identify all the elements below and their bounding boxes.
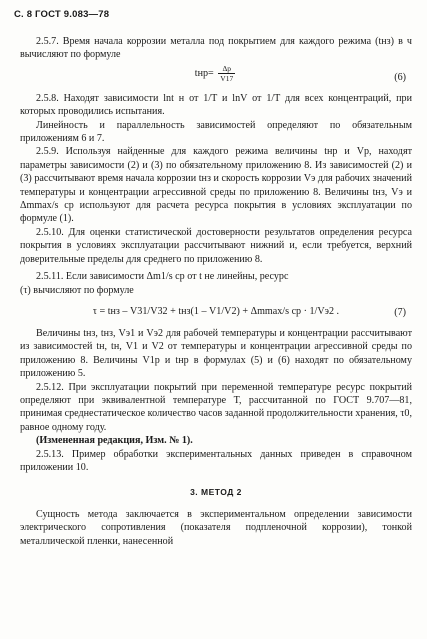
paragraph-2-5-11: 2.5.11. Если зависимости Δm1/s ср от t не линейны, ресурс: [36, 271, 289, 283]
eq6-lhs: tнр=: [194, 67, 214, 79]
paragraph-2-5-8a: 2.5.8. Находят зависимости lnt н от 1/T и lnV от 1/T для всех концентраций, при которых проводились испытания.: [20, 92, 412, 118]
paragraph-2-5-7: 2.5.7. Время начала коррозии металла под покрытием для каждого режима (tнз) в ч вычисляют по формуле: [20, 36, 412, 61]
eq6-numerator: Δр: [218, 64, 235, 74]
eq6-denominator: V17: [220, 73, 234, 83]
eq7-number: (7): [394, 306, 406, 318]
paragraph-2-5-10: 2.5.10. Для оценки статистической достоверности результатов определения ресурса покрытия в условиях эксплуатации рассчитывают нижний и, если требуется, верхний доверительные пределы для среднего по приложению 8.: [20, 226, 412, 265]
equation-6: [20, 64, 412, 90]
paragraph-2-5-8b: Линейность и параллельность зависимостей определяют по обязательным приложениям 6 и 7.: [20, 119, 412, 145]
page-header: С. 8 ГОСТ 9.083—78: [14, 9, 110, 20]
paragraph-method-2: Сущность метода заключается в экспериментальном определении зависимости электрического сопротивления (показателя подпленочной коррозии), тонкой металлической пленки, нанесенной: [20, 508, 412, 547]
document-body: [20, 35, 412, 548]
paragraph-2-5-12: 2.5.12. При эксплуатации покрытий при переменной температуре ресурс покрытий определяют при эквивалентной температуре T, рассчитанной по ГОСТ 9.707—81, принимая среднестатическое количество часов заданной продолжительности хранения, τ0, равное одному году.: [20, 381, 412, 433]
section-title: 3. МЕТОД 2: [190, 487, 242, 498]
eq7-text: τ = tнз – V31/V32 + tнз(1 – V1/V2) + Δmmax/s ср · 1/Vэ2 .: [92, 305, 340, 317]
paragraph-values: Величины tнз, tнз, Vэ1 и Vэ2 для рабочей температуры и концентрации рассчитывают из зависимостей tн, tн, V1 и V2 от температуры и концентрации агрессивной среды по приложению 8. Величины V1р и tнр в формулах (5) и (6) находят по обязательному приложению 5.: [20, 327, 412, 380]
paragraph-2-5-9: 2.5.9. Используя найденные для каждого режима величины tнр и Vр, находят параметры зависимости (2) и (3) по обязательному приложению 8. Из зависимостей (2) и (3) рассчитывают время начала коррозии tнз и скорость коррозии Vэ для рабочих значений температуры и концентрации агрессивной среды по приложению 8. Величины tнз, Vэ и Δmmax/s ср используют для расчета ресурса покрытия в условиях эксплуатации по формуле (1).: [20, 146, 412, 225]
edit-note: (Измененная редакция, Изм. № 1).: [36, 435, 193, 447]
eq6-fraction: [218, 64, 235, 83]
equation-7: [20, 299, 412, 325]
eq6-number: (6): [394, 71, 406, 83]
paragraph-2-5-11-cont: (τ) вычисляют по формуле: [20, 284, 134, 296]
paragraph-2-5-13: 2.5.13. Пример обработки экспериментальных данных приведен в справочном приложении 10.: [20, 448, 412, 473]
